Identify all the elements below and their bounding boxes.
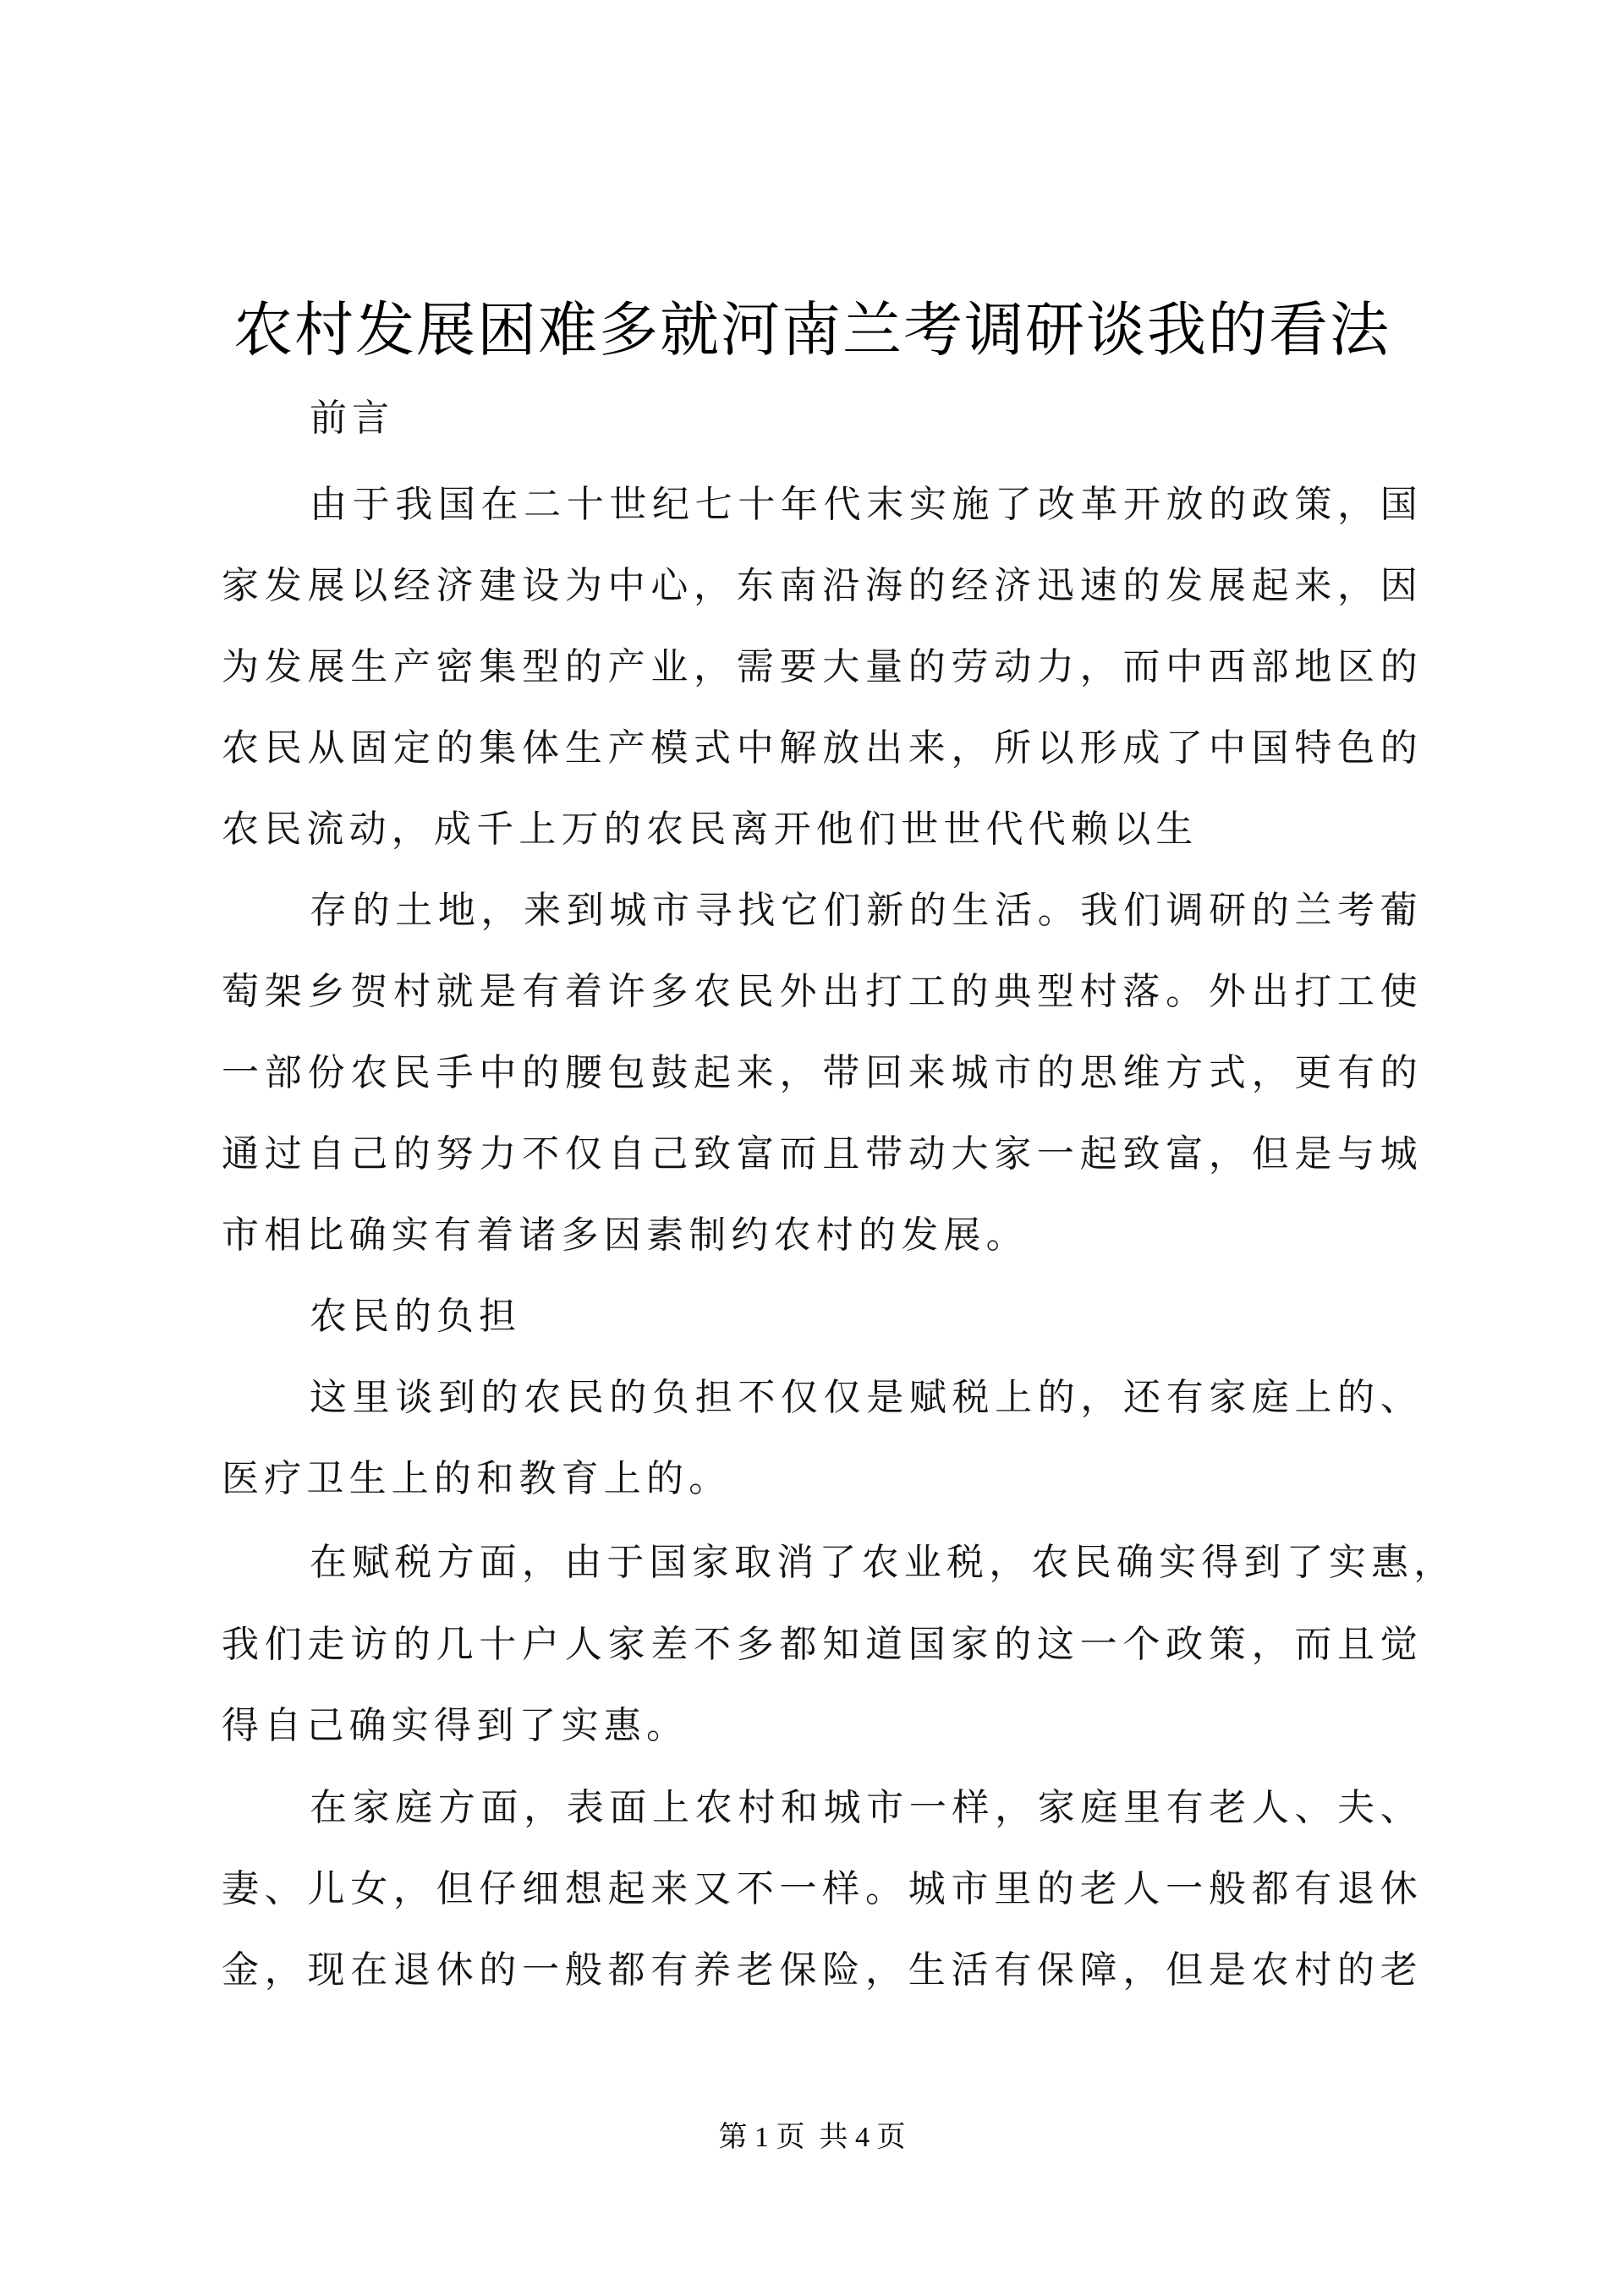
paragraph-line: 存的土地，来到城市寻找它们新的生活。我们调研的兰考葡: [310, 889, 1423, 932]
paragraph-line: 医疗卫生上的和教育上的。: [222, 1457, 732, 1500]
paragraph-line: 一部份农民手中的腰包鼓起来，带回来城市的思维方式，更有的: [222, 1051, 1423, 1094]
paragraph-line: 家发展以经济建设为中心，东南沿海的经济迅速的发展起来，因: [222, 564, 1423, 607]
paragraph-line: 我们走访的几十户人家差不多都知道国家的这一个政策，而且觉: [222, 1623, 1423, 1666]
section-heading-farmer-burden: 农民的负担: [310, 1295, 521, 1338]
section-heading-preface: 前言: [310, 397, 394, 440]
paragraph-line: 在家庭方面，表面上农村和城市一样，家庭里有老人、夫、: [310, 1786, 1423, 1829]
paragraph-line: 为发展生产密集型的产业，需要大量的劳动力，而中西部地区的: [222, 645, 1423, 688]
page-number-footer: 第 1 页 共 4 页: [718, 2122, 906, 2153]
paragraph-line: 得自己确实得到了实惠。: [222, 1704, 689, 1747]
paragraph-line: 这里谈到的农民的负担不仅仅是赋税上的，还有家庭上的、: [310, 1376, 1423, 1419]
paragraph-line: 在赋税方面，由于国家取消了农业税，农民确实得到了实惠，: [310, 1541, 1457, 1584]
paragraph-line: 由于我国在二十世纪七十年代末实施了改革开放的政策，国: [310, 483, 1423, 526]
paragraph-line: 市相比确实有着诸多因素制约农村的发展。: [222, 1214, 1029, 1257]
document-title: 农村发展困难多就河南兰考调研谈我的看法: [233, 295, 1391, 364]
paragraph-line: 妻、儿女，但仔细想起来又不一样。城市里的老人一般都有退休: [222, 1867, 1423, 1910]
paragraph-line: 金，现在退休的一般都有养老保险，生活有保障，但是农村的老: [222, 1948, 1423, 1992]
paragraph-line: 农民流动，成千上万的农民离开他们世世代代赖以生: [222, 808, 1199, 851]
paragraph-line: 农民从固定的集体生产模式中解放出来，所以形成了中国特色的: [222, 726, 1423, 770]
paragraph-line: 萄架乡贺村就是有着许多农民外出打工的典型村落。外出打工使: [222, 970, 1423, 1013]
paragraph-line: 通过自己的努力不仅自己致富而且带动大家一起致富，但是与城: [222, 1132, 1423, 1175]
